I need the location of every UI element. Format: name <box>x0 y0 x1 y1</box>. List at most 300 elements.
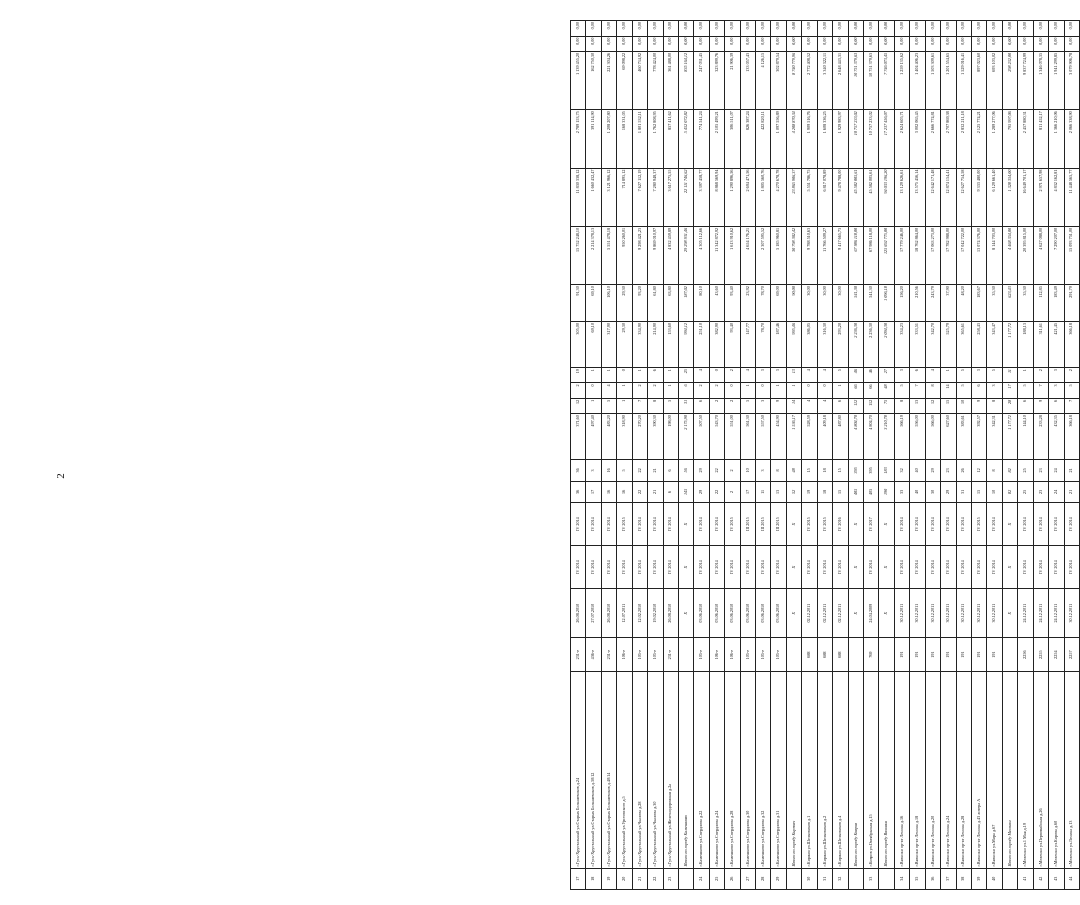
table-cell: 2 236,30 <box>848 322 863 368</box>
table-cell: 247 031,45 <box>694 51 709 109</box>
table-cell: 1 941 299,85 <box>1049 51 1064 109</box>
table-cell: 2 <box>725 481 740 502</box>
table-cell: 125 692 775,00 <box>879 226 894 284</box>
table-cell: 133 057,43 <box>740 51 755 109</box>
table-cell: 30.12.2011 <box>910 589 925 638</box>
table-cell: 0,00 <box>663 21 678 37</box>
table-cell: 52 <box>786 481 801 502</box>
table-row <box>1049 21 1064 890</box>
table-cell: 1 762 808,95 <box>648 110 663 168</box>
table-cell: X <box>879 546 894 589</box>
table-cell: 2 707 869,38 <box>941 110 956 168</box>
table-row <box>864 21 879 890</box>
table-cell: 305,00 <box>571 322 586 368</box>
table-cell: 20 395 815,00 <box>1018 226 1033 284</box>
table-cell: 316,30 <box>817 322 832 368</box>
table-cell: 0,00 <box>786 36 801 51</box>
table-cell <box>848 638 863 672</box>
table-cell: 4 <box>817 398 832 413</box>
table-cell: 3 <box>1049 383 1064 398</box>
table-cell: 1 <box>771 383 786 398</box>
table-cell: 15 <box>971 481 986 502</box>
rotated-table-container <box>570 0 1080 881</box>
table-cell: 29 <box>771 868 786 889</box>
table-cell: 2 <box>725 398 740 413</box>
table-cell: 6 <box>678 383 693 398</box>
table-cell: 371,60 <box>571 414 586 460</box>
table-row <box>586 21 601 890</box>
table-cell: 4 468 354,00 <box>1002 226 1017 284</box>
table-cell: 1 <box>663 368 678 383</box>
table-cell: 13 074 376,00 <box>971 226 986 284</box>
table-cell: 4 654 176,21 <box>740 226 755 284</box>
table-cell: 12 642 171,48 <box>925 168 940 226</box>
table-cell: 24.12.2011 <box>1018 589 1033 638</box>
table-row <box>848 21 863 890</box>
table-cell: г.Ковров ул.Октябрьская д.15 <box>864 672 879 869</box>
table-cell: 2 <box>1033 368 1048 383</box>
table-cell: 1 366 210,06 <box>1049 110 1064 168</box>
table-cell: 17 <box>1002 383 1017 398</box>
table-cell: г.Гусь-Хрустальный ул.Чкалова д.30 <box>648 672 663 869</box>
table-cell: 714 895,12 <box>617 168 632 226</box>
table-cell: 18 <box>586 868 601 889</box>
table-cell: IV 2014 <box>956 503 971 546</box>
table-cell: 1 536,17 <box>786 414 801 460</box>
table-cell: IV 2014 <box>756 546 771 589</box>
table-cell: г.Вязники пр-кт Ленина д.16 <box>894 672 909 869</box>
table-cell: 243,79 <box>925 285 940 322</box>
table-cell: 80,10 <box>694 285 709 322</box>
table-cell: 25 <box>678 368 693 383</box>
table-cell: 2 <box>648 383 663 398</box>
table-cell: 1 <box>941 368 956 383</box>
table-cell: 1 613 910,62 <box>725 226 740 284</box>
table-cell: 21 <box>648 460 663 481</box>
table-cell: 30.12.2011 <box>941 589 956 638</box>
table-cell: IV 2015 <box>802 503 817 546</box>
table-cell: 66 <box>864 383 879 398</box>
table-cell: IV 2014 <box>1049 546 1064 589</box>
table-cell: 29 298 931,46 <box>678 226 693 284</box>
table-cell: 10 751 379,63 <box>848 51 863 109</box>
table-cell: 2 066 338,90 <box>1064 110 1080 168</box>
table-cell: 43,60 <box>709 285 724 322</box>
table-cell: 4 305 112,66 <box>694 226 709 284</box>
table-cell: 94 033 196,20 <box>879 168 894 226</box>
table-cell: 21 <box>1064 481 1080 502</box>
table-cell: 112 <box>848 398 863 413</box>
table-cell: 0,00 <box>1049 36 1064 51</box>
table-cell: 688 <box>802 638 817 672</box>
table-cell: 541,30 <box>848 285 863 322</box>
table-cell: 191 <box>894 638 909 672</box>
table-cell: 2 105 499,21 <box>709 110 724 168</box>
table-cell: 688 <box>833 638 848 672</box>
table-cell <box>678 638 693 672</box>
table-cell: IV 2014 <box>617 546 632 589</box>
table-cell: 44 <box>1064 868 1080 889</box>
table-cell: 15 <box>802 460 817 481</box>
table-cell: 0,00 <box>864 21 879 37</box>
table-cell: 28 <box>1002 398 1017 413</box>
table-cell: 2 <box>725 460 740 481</box>
table-cell <box>848 868 863 889</box>
table-cell: 551,00 <box>725 414 740 460</box>
table-cell: 9 417 665,73 <box>833 226 848 284</box>
table-row <box>1002 21 1017 890</box>
table-cell: Итого по городу Камешково <box>678 672 693 869</box>
table-cell: IV 2014 <box>1018 546 1033 589</box>
table-cell: 1 139 455,20 <box>571 51 586 109</box>
table-cell <box>786 868 801 889</box>
table-cell: IV 2014 <box>694 546 709 589</box>
table-cell: X <box>1002 546 1017 589</box>
table-cell: 231-е <box>571 638 586 672</box>
table-cell: 7 746 073,45 <box>879 51 894 109</box>
table-cell <box>678 868 693 889</box>
table-cell: 365,61 <box>956 322 971 368</box>
table-cell: г.Вязники пр-кт Ленина д.24 <box>941 672 956 869</box>
table-cell: IV 2014 <box>987 546 1002 589</box>
table-cell: IV 2014 <box>740 546 755 589</box>
table-cell: IV 2014 <box>601 546 616 589</box>
table-cell: 33 <box>864 868 879 889</box>
table-cell: 1 177,72 <box>1002 414 1017 460</box>
table-cell: 4 <box>817 368 832 383</box>
table-cell: 5 <box>617 460 632 481</box>
table-cell: 0,00 <box>894 36 909 51</box>
table-cell: 27.07.2010 <box>586 589 601 638</box>
table-cell: 39 <box>971 868 986 889</box>
table-cell: X <box>678 546 693 589</box>
table-cell: 21 <box>648 481 663 502</box>
table-cell: 24.12.2011 <box>1033 589 1048 638</box>
housing-program-table <box>570 20 1080 890</box>
table-cell: 1 660 432,47 <box>586 168 601 226</box>
table-cell: 1 <box>663 383 678 398</box>
table-cell: IV 2014 <box>941 503 956 546</box>
table-cell: 392,57 <box>971 414 986 460</box>
table-cell: 0,00 <box>709 36 724 51</box>
table-cell: 361 488,00 <box>663 51 678 109</box>
table-cell: 0,00 <box>571 36 586 51</box>
table-cell: X <box>786 546 801 589</box>
table-cell: 20 <box>617 868 632 889</box>
table-cell: 342,31 <box>987 414 1002 460</box>
table-cell: 23 865 906,37 <box>786 168 801 226</box>
table-cell: IV 2014 <box>925 503 940 546</box>
table-cell: 0,00 <box>1064 21 1080 37</box>
table-cell: 198,00 <box>663 414 678 460</box>
table-cell: 366,18 <box>1064 322 1080 368</box>
table-cell: 2 125 774,21 <box>971 110 986 168</box>
table-cell: 0 <box>617 368 632 383</box>
table-cell: Итого по городу Киржач <box>786 672 801 869</box>
table-cell: 25 <box>1018 460 1033 481</box>
table-cell: 17 237 456,07 <box>879 110 894 168</box>
table-cell: IV 2014 <box>1033 546 1048 589</box>
table-cell: IV 2014 <box>1064 546 1080 589</box>
table-cell: 334,90 <box>632 322 647 368</box>
table-cell: 61,80 <box>648 285 663 322</box>
table-cell: 4 627 088,00 <box>1033 226 1048 284</box>
table-cell: 12 627 754,58 <box>956 168 971 226</box>
table-cell: 112 <box>864 398 879 413</box>
table-cell: 22 <box>709 481 724 502</box>
table-cell: 10 <box>987 481 1002 502</box>
table-cell: 0,00 <box>586 36 601 51</box>
table-cell: 4 <box>802 368 817 383</box>
table-cell: 0,00 <box>709 21 724 37</box>
table-cell: 2255 <box>1033 638 1048 672</box>
table-cell: 82 <box>1002 460 1017 481</box>
table-cell: 112,85 <box>1033 285 1048 322</box>
table-cell: 30,00 <box>802 285 817 322</box>
table-cell: 26.08.2010 <box>601 589 616 638</box>
table-cell: 0,00 <box>1002 36 1017 51</box>
table-cell: 21 906,39 <box>725 51 740 109</box>
table-cell: 69,10 <box>586 285 601 322</box>
table-cell: 10 751 379,63 <box>864 51 879 109</box>
table-cell: 769 <box>864 638 879 672</box>
table-cell: 3 <box>756 398 771 413</box>
table-cell: 2 <box>709 383 724 398</box>
table-cell: 23 <box>663 868 678 889</box>
table-cell: IV 2015 <box>617 503 632 546</box>
table-cell: 11 342 872,92 <box>709 226 724 284</box>
table-cell: 390,30 <box>648 414 663 460</box>
table-cell: IV 2014 <box>571 503 586 546</box>
table-cell: 0,00 <box>756 36 771 51</box>
table-cell: 93,40 <box>725 322 740 368</box>
table-cell: 30 798 302,42 <box>786 226 801 284</box>
table-cell: 3 121 966,12 <box>601 168 616 226</box>
table-row <box>956 21 971 890</box>
table-cell: 21 <box>632 868 647 889</box>
table-cell: III 2015 <box>740 503 755 546</box>
table-cell: 187,02 <box>678 285 693 322</box>
table-cell: 17 063 273,00 <box>925 226 940 284</box>
table-cell: 6 <box>910 368 925 383</box>
table-cell: 15 093 751,00 <box>1064 226 1080 284</box>
table-cell: 6 <box>1018 398 1033 413</box>
table-cell: 106-е <box>709 638 724 672</box>
table-cell: 0,00 <box>601 36 616 51</box>
table-cell: 0,00 <box>817 21 832 37</box>
table-cell: 2 094,30 <box>879 322 894 368</box>
table-cell: 48,20 <box>956 285 971 322</box>
table-cell: 168 331,05 <box>617 110 632 168</box>
table-cell: г.Гусь-Хрустальный ул.Чкалова д.28 <box>632 672 647 869</box>
table-cell: г.Киржач ул.Шелковиков д.1 <box>802 672 817 869</box>
table-cell: 24 <box>694 868 709 889</box>
table-cell: 2 648 443,31 <box>833 51 848 109</box>
table-cell: 0,00 <box>925 21 940 37</box>
table-cell: 0,00 <box>740 36 755 51</box>
table-cell: 0,00 <box>663 36 678 51</box>
table-cell: IV 2014 <box>833 546 848 589</box>
table-cell: 1 801 532,11 <box>632 110 647 168</box>
table-cell: 2 832 211,18 <box>956 110 971 168</box>
table-cell: г.Гусь-Хрустальный ул.Старых Большевиков д.24 <box>571 672 586 869</box>
table-cell: 13 129 626,61 <box>894 168 909 226</box>
table-cell: 0,00 <box>941 21 956 37</box>
table-cell: 1 <box>833 383 848 398</box>
table-cell: 0 <box>817 383 832 398</box>
table-cell: 3 <box>771 368 786 383</box>
table-cell: 0,00 <box>617 21 632 37</box>
table-cell: 18 <box>817 481 832 502</box>
table-cell: 0,00 <box>725 21 740 37</box>
table-cell: 30.12.2011 <box>925 589 940 638</box>
table-cell: 5 <box>894 383 909 398</box>
table-cell: X <box>786 589 801 638</box>
table-cell: 33 <box>894 481 909 502</box>
table-cell: 03.06.2010 <box>725 589 740 638</box>
table-cell: IV 2014 <box>910 503 925 546</box>
table-cell: 3 <box>756 460 771 481</box>
table-cell: 778 424,00 <box>648 51 663 109</box>
table-cell: IV 2014 <box>1033 503 1048 546</box>
table-cell: 2254 <box>1049 638 1064 672</box>
table-cell: 19 <box>802 481 817 502</box>
table-cell: 26 <box>725 868 740 889</box>
table-cell: 22 <box>632 460 647 481</box>
table-cell: 41 <box>1018 868 1033 889</box>
table-cell: 0,00 <box>802 21 817 37</box>
table-cell: 0,00 <box>632 36 647 51</box>
table-cell: 16 <box>617 481 632 502</box>
table-cell: 0,00 <box>1033 36 1048 51</box>
table-cell: 0,00 <box>1064 36 1080 51</box>
table-cell: 40 <box>987 868 1002 889</box>
table-cell: 03.06.2010 <box>709 589 724 638</box>
table-cell: X <box>879 503 894 546</box>
table-cell: 8 <box>925 383 940 398</box>
table-cell: 145 <box>678 481 693 502</box>
table-cell: 15 <box>833 460 848 481</box>
table-cell: IV 2014 <box>771 546 786 589</box>
table-cell: 0,00 <box>925 36 940 51</box>
table-cell: 2 624 605,71 <box>894 110 909 168</box>
table-cell: 0 <box>725 383 740 398</box>
table-cell: 36 <box>571 460 586 481</box>
table-cell: 405 <box>848 481 863 502</box>
table-row <box>632 21 647 890</box>
table-cell: 293,20 <box>833 322 848 368</box>
table-cell: 291,79 <box>1064 285 1080 322</box>
table-cell: III 2015 <box>756 503 771 546</box>
table-cell: 03.06.2010 <box>756 589 771 638</box>
table-cell: 156,20 <box>894 285 909 322</box>
table-cell: г.Гусь-Хрустальный ул.Старых Большевиков д.40/14 <box>601 672 616 869</box>
table-cell: 627,60 <box>941 414 956 460</box>
table-cell: 2 307 595,52 <box>756 226 771 284</box>
table-cell: 37 <box>941 868 956 889</box>
table-cell: 306 511,07 <box>725 110 740 168</box>
table-cell: 03.06.2010 <box>694 589 709 638</box>
table-cell: 0,00 <box>848 21 863 37</box>
table-cell: 10 757 233,02 <box>848 110 863 168</box>
table-cell: 1 503 309,61 <box>925 51 940 109</box>
table-cell: 9 <box>771 398 786 413</box>
table-row <box>709 21 724 890</box>
table-row <box>740 21 755 890</box>
table-cell: 9 837 724,99 <box>1018 51 1033 109</box>
table-cell: IV 2014 <box>894 546 909 589</box>
table-cell: 11 448 565,77 <box>1064 168 1080 226</box>
table-row <box>833 21 848 890</box>
table-cell: 105-е <box>740 638 755 672</box>
table-cell: 454,90 <box>771 414 786 460</box>
table-cell: 4 804,70 <box>864 414 879 460</box>
table-cell: г.Камешково ул.Свердлова д.31 <box>771 672 786 869</box>
table-cell: 1 346 078,35 <box>1033 51 1048 109</box>
table-cell: 0,00 <box>833 36 848 51</box>
table-cell: 421,45 <box>1049 322 1064 368</box>
table-cell: X <box>848 546 863 589</box>
table-cell: 391 114,90 <box>586 110 601 168</box>
table-cell: 950 260,01 <box>617 226 632 284</box>
table-cell: 0,00 <box>956 36 971 51</box>
table-cell: 342,70 <box>925 322 940 368</box>
table-cell: 1 <box>586 368 601 383</box>
table-cell: 66 <box>848 383 863 398</box>
table-cell: 0,00 <box>771 21 786 37</box>
table-cell: 78,70 <box>756 285 771 322</box>
table-cell: 7 <box>632 398 647 413</box>
table-cell: 1 <box>1018 368 1033 383</box>
table-cell: 105-е <box>648 638 663 672</box>
table-cell: г.Гусь-Хрустальный ул.Урстовского д.5 <box>617 672 632 869</box>
table-cell: IV 2014 <box>709 503 724 546</box>
table-cell: 0,00 <box>833 21 848 37</box>
table-cell: 48 <box>879 383 894 398</box>
table-cell: IV 2014 <box>894 503 909 546</box>
table-cell: 27 <box>879 368 894 383</box>
table-cell: 78,70 <box>756 322 771 368</box>
table-cell: 91,30 <box>571 285 586 322</box>
table-cell: 343,47 <box>987 322 1002 368</box>
table-cell: 566,00 <box>925 414 940 460</box>
table-cell: 7 <box>1033 383 1048 398</box>
table-cell: 29 <box>694 481 709 502</box>
table-cell: 1 <box>632 368 647 383</box>
table-cell: 188,13 <box>1018 322 1033 368</box>
table-cell: 1 097 556,89 <box>771 110 786 168</box>
table-cell: 90,00 <box>786 285 801 322</box>
table-cell: 24 <box>1049 460 1064 481</box>
table-cell: 2 789 153,75 <box>571 110 586 168</box>
table-cell: 1 <box>786 383 801 398</box>
table-cell: X <box>848 589 863 638</box>
table-cell: IV 2014 <box>1064 503 1080 546</box>
table-cell: 6 <box>663 481 678 502</box>
table-cell: 3 <box>586 460 601 481</box>
table-cell: 162 750,30 <box>586 51 601 109</box>
table-cell: 382,90 <box>709 322 724 368</box>
table-cell: 270,20 <box>632 414 647 460</box>
table-cell: 1 328 354,00 <box>1002 168 1017 226</box>
table-row <box>786 21 801 890</box>
table-cell: 0,00 <box>1033 21 1048 37</box>
table-cell: 5 <box>1064 383 1080 398</box>
table-cell: 0 <box>756 383 771 398</box>
table-cell: 13 575 456,14 <box>910 168 925 226</box>
table-cell: 26 <box>956 460 971 481</box>
table-cell: 0,00 <box>648 36 663 51</box>
